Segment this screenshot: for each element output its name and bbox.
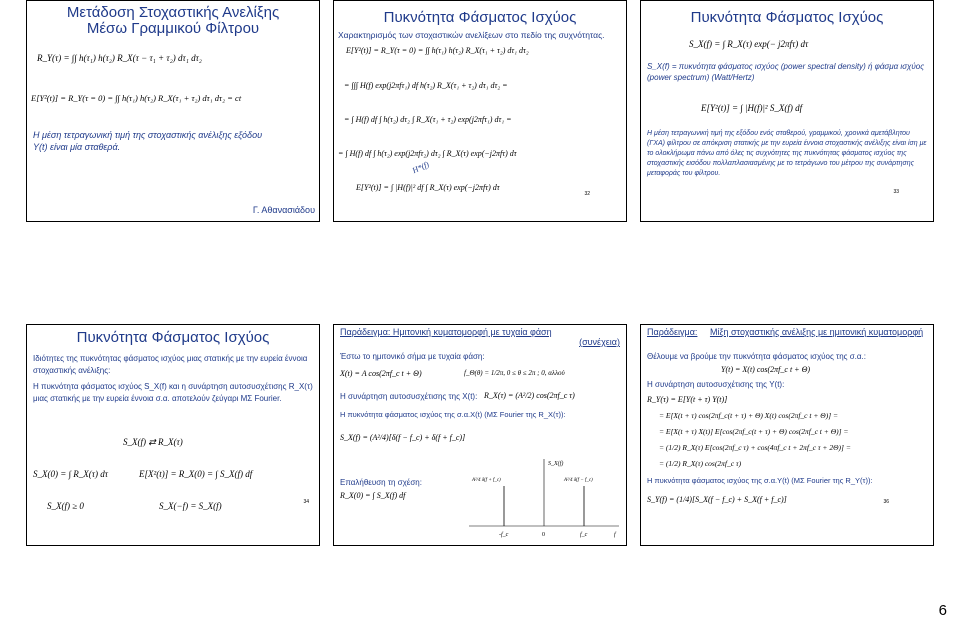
slide-5-spectrum-plot <box>464 451 624 541</box>
slide-5-eq3: S_X(f) = (A²/4)[δ(f − f_c) + δ(f + f_c)] <box>340 433 466 442</box>
slide-4-text1: Ιδιότητες της πυκνότητας φάσματος ισχύος μιας στατικής με την ευρεία έννοια στοχαστικής ανέλιξης: <box>33 354 308 375</box>
slide-6 <box>640 324 934 546</box>
slide-6-text1: Θέλουμε να βρούμε την πυκνότητα φάσματος ισχύος της σ.α.: <box>647 352 866 361</box>
slide-3 <box>640 0 934 222</box>
tick-pos: f_c <box>580 532 588 538</box>
slide-6-number: 36 <box>883 499 889 505</box>
slide-2-number: 32 <box>584 191 590 197</box>
slide-4-eq3: S_X(f) ≥ 0 <box>47 501 84 511</box>
slide-2-eq4: = ∫ H(f) df ∫ h(τ₂) exp(j2πfτ₂) dτ₂ ∫ R_X(τ) exp(−j2πfτ) dτ <box>338 149 517 158</box>
slide-5-eq4: R_X(0) = ∫ S_X(f) df <box>340 491 406 500</box>
plot-xlabel: f <box>614 532 616 538</box>
slide-6-eq2: R_Y(τ) = E[Y(t + τ) Y(t)] <box>647 395 728 404</box>
slide-5 <box>333 324 627 546</box>
impulse-left-label: A²/4 δ(f + f_c) <box>472 478 501 483</box>
slide-4-title: Πυκνότητα Φάσματος Ισχύος <box>76 329 270 346</box>
plot-ylabel: S_X(f) <box>548 461 564 467</box>
slide-4-eq2: E[X²(t)] = R_X(0) = ∫ S_X(f) df <box>139 469 253 479</box>
slide-5-text4: Επαλήθευση τη σχέση: <box>340 478 422 487</box>
slide-3-eq1: S_X(f) = ∫ R_X(τ) exp(− j2πfτ) dτ <box>689 39 809 49</box>
slide-6-eq1: Y(t) = X(t) cos(2πf_c t + Θ) <box>721 365 811 374</box>
page-number: 6 <box>938 602 947 619</box>
slide-6-eq3: = E[X(t + τ) cos(2πf_c(t + τ) + Θ) X(t) cos(2πf_c t + Θ)] = <box>659 411 839 420</box>
slide-1-eq1: R_Y(τ) = ∫∫ h(τ₁) h(τ₂) R_X(τ − τ₁ + τ₂) dτ₁ dτ₂ <box>37 53 202 63</box>
slide-4 <box>26 324 320 546</box>
slide-2-subtitle: Χαρακτηρισμός των στοχαστικών ανελίξεων στο πεδίο της συχνότητας. <box>338 30 605 40</box>
slide-1-title-line2: Μέσω Γραμμικού Φίλτρου <box>86 20 260 37</box>
slide-1-eq2: E[Y²(t)] = R_Y(τ = 0) = ∫∫ h(τ₁) h(τ₂) R_X(τ₁ + τ₂) dτ₁ dτ₂ = ct <box>31 93 242 103</box>
slide-2-eq2: = ∫∫∫ H(f) exp(j2πfτ₁) df h(τ₂) R_X(τ₁ + τ₂) dτ₁ dτ₂ = <box>344 81 508 90</box>
slide-3-text1: S_X(f) = πυκνότητα φάσματος ισχύος (power spectral density) ή φάσμα ισχύος (power spectrum) (Watt/Hertz) <box>647 62 925 82</box>
slide-6-text2: Η συνάρτηση αυτοσυσχέτισης της Y(t): <box>647 380 785 389</box>
slide-6-title-prefix: Παράδειγμα: <box>647 327 698 337</box>
slide-3-text2: Η μέση τετραγωνική τιμή της εξόδου ενός σταθερού, γραμμικού, χρονικά αμετάβλητου (ΓΧΑ) φίλτρου σε απόκριση στατικής με την ευρεία έννοια στοχαστικής ανέλιξης είναι ίση με το ολοκλήρωμα πάνω από όλες τις συχνότητες της πυκνότητας φάσματος ισχύος της στοχαστικής εισόδου πολλαπλασιασμένης με το τετράγωνο του μέτρου της συνάρτησης μεταφοράς του φίλτρου. <box>647 130 927 177</box>
slide-2-eq5: E[Y²(t)] = ∫ |H(f)|² df ∫ R_X(τ) exp(−j2πfτ) dτ <box>356 183 500 192</box>
slide-4-eq1: S_X(0) = ∫ R_X(τ) dτ <box>33 469 108 479</box>
slide-5-title-paren: (συνέχεια) <box>579 337 620 347</box>
slide-5-text2: Η συνάρτηση αυτοσυσχέτισης της X(t): <box>340 392 478 401</box>
slide-6-eq4: = E[X(t + τ) X(t)] E[cos(2πf_c(t + τ) + Θ) cos(2πf_c t + Θ)] = <box>659 427 849 436</box>
slide-6-text3: Η πυκνότητα φάσματος ισχύος της σ.α.Y(t) (ΜΣ Fourier της R_Y(τ)): <box>647 476 873 485</box>
slide-2-hstar: H*(f) <box>410 159 431 176</box>
slide-6-title: Μίξη στοχαστικής ανέλιξης με ημιτονική κυματομορφή <box>709 327 924 337</box>
slide-5-text3: Η πυκνότητα φάσματος ισχύος της σ.α.X(t) (ΜΣ Fourier της R_X(τ)): <box>340 410 566 419</box>
slide-1-author: Γ. Αθανασιάδου <box>252 205 315 215</box>
slide-2 <box>333 0 627 222</box>
slide-5-title: Παράδειγμα: Ημιτονική κυματομορφή με τυχαία φάση <box>340 327 552 337</box>
slide-5-eq2: R_X(τ) = (A²/2) cos(2πf_c τ) <box>484 391 575 400</box>
slide-3-number: 33 <box>893 189 899 195</box>
slide-2-title: Πυκνότητα Φάσματος Ισχύος <box>383 9 577 26</box>
impulse-right-label: A²/4 δ(f − f_c) <box>564 478 593 483</box>
tick-zero: 0 <box>542 532 545 538</box>
slide-5-text1: Έστω το ημιτονικό σήμα με τυχαία φάση: <box>340 352 485 361</box>
tick-neg: -f_c <box>499 532 509 538</box>
slide-1-title <box>27 5 319 37</box>
slide-3-title: Πυκνότητα Φάσματος Ισχύος <box>690 9 884 26</box>
slide-6-eq5: = (1/2) R_X(τ) E[cos(2πf_c τ) + cos(4πf_c t + 2πf_c τ + 2Θ)] = <box>659 443 851 452</box>
slide-1-text: Η μέση τετραγωνική τιμή της στοχαστικής ανέλιξης εξόδου Y(t) είναι μία σταθερά. <box>33 130 263 152</box>
slide-5-eq-pdf: f_Θ(θ) = 1/2π, 0 ≤ θ ≤ 2π ; 0, αλλού <box>464 369 565 377</box>
slide-2-eq3: = ∫ H(f) df ∫ h(τ₂) dτ₂ ∫ R_X(τ₁ + τ₂) exp(j2πfτ₁) dτ₁ = <box>344 115 512 124</box>
slide-1-title-line1: Μετάδοση Στοχαστικής Ανελίξης <box>66 4 280 21</box>
slide-4-text2: Η πυκνότητα φάσματος ισχύος S_X(f) και η συνάρτηση αυτοσυσχέτισης R_X(τ) μιας στατικής με την ευρεία έννοια σ.α. αποτελούν ζεύγαρι ΜΣ Fourier. <box>33 382 313 403</box>
slide-3-eq2: E[Y²(t)] = ∫ |H(f)|² S_X(f) df <box>701 103 803 113</box>
slide-4-number: 34 <box>303 499 309 505</box>
slide-4-eq-pair: S_X(f) ⇄ R_X(τ) <box>123 437 183 447</box>
slide-5-eq1: X(t) = A cos(2πf_c t + Θ) <box>340 369 422 378</box>
slide-4-eq4: S_X(−f) = S_X(f) <box>159 501 222 511</box>
slide-6-title-row <box>647 327 931 337</box>
slide-1 <box>26 0 320 222</box>
slide-2-eq1: E[Y²(t)] = R_Y(τ = 0) = ∫∫ h(τ₁) h(τ₂) R_X(τ₁ + τ₂) dτ₁ dτ₂ <box>346 46 529 55</box>
slide-6-eq7: S_Y(f) = (1/4)[S_X(f − f_c) + S_X(f + f_c)] <box>647 495 787 504</box>
slide-6-eq6: = (1/2) R_X(τ) cos(2πf_c τ) <box>659 459 742 468</box>
